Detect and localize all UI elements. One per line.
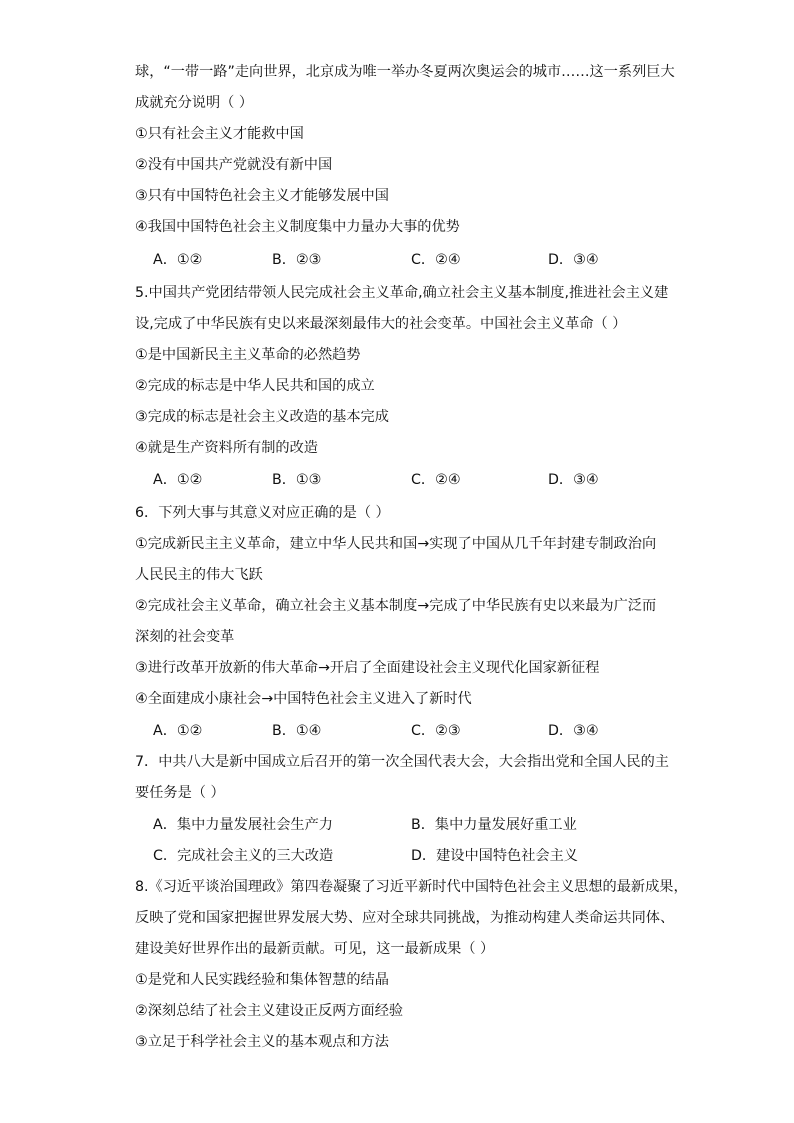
q8-statement-3: ③立足于科学社会主义的基本观点和方法 xyxy=(135,1034,389,1050)
q8-stem-line-2: 反映了党和国家把握世界发展大势、应对全球共同挑战，为推动构建人类命运共同体、 xyxy=(135,910,675,926)
q4-statement-4: ④我国中国特色社会主义制度集中力量办大事的优势 xyxy=(135,219,460,235)
q4-option-b[interactable]: B．②③ xyxy=(272,252,322,268)
q4-statement-2: ②没有中国共产党就没有新中国 xyxy=(135,157,333,173)
q4-statement-1: ①只有社会主义才能救中国 xyxy=(135,126,304,142)
q5-stem-line-1: 5.中国共产党团结带领人民完成社会主义革命,确立社会主义基本制度,推进社会主义建 xyxy=(135,285,669,301)
q6-statement-4: ④全面建成小康社会→中国特色社会主义进入了新时代 xyxy=(135,691,472,707)
q6-option-c[interactable]: C．②③ xyxy=(411,723,461,739)
q6-stem-line-1: 6．下列大事与其意义对应正确的是（ ） xyxy=(135,505,390,521)
q6-statement-1a: ①完成新民主主义革命，建立中华人民共和国→实现了中国从几千年封建专制政治向 xyxy=(135,536,657,552)
q5-statement-4: ④就是生产资料所有制的改造 xyxy=(135,440,318,456)
q7-stem-line-2: 要任务是（ ） xyxy=(135,785,225,801)
q5-option-c[interactable]: C．②④ xyxy=(411,472,461,488)
q6-statement-3: ③进行改革开放新的伟大革命→开启了全面建设社会主义现代化国家新征程 xyxy=(135,660,600,676)
q6-option-d[interactable]: D．③④ xyxy=(548,723,599,739)
q4-stem-line-1: 球，“一带一路”走向世界，北京成为唯一举办冬夏两次奥运会的城市……这一系列巨大 xyxy=(135,64,675,80)
q5-statement-2: ②完成的标志是中华人民共和国的成立 xyxy=(135,378,375,394)
q7-option-d[interactable]: D．建设中国特色社会主义 xyxy=(411,848,578,864)
q7-option-b[interactable]: B．集中力量发展好重工业 xyxy=(411,817,577,833)
q6-statement-2a: ②完成社会主义革命，确立社会主义基本制度→完成了中华民族有史以来最为广泛而 xyxy=(135,598,657,614)
q6-statement-1b: 人民民主的伟大飞跃 xyxy=(135,567,263,583)
q8-statement-1: ①是党和人民实践经验和集体智慧的结晶 xyxy=(135,972,389,988)
q6-option-b[interactable]: B．①④ xyxy=(272,723,322,739)
q4-option-d[interactable]: D．③④ xyxy=(548,252,599,268)
q4-option-a[interactable]: A．①② xyxy=(153,252,203,268)
q7-option-a[interactable]: A．集中力量发展社会生产力 xyxy=(153,817,333,833)
q5-stem-line-2: 设,完成了中华民族有史以来最深刻最伟大的社会变革。中国社会主义革命（ ） xyxy=(135,316,627,332)
q5-statement-3: ③完成的标志是社会主义改造的基本完成 xyxy=(135,409,389,425)
q6-statement-2b: 深刻的社会变革 xyxy=(135,629,235,645)
q4-statement-3: ③只有中国特色社会主义才能够发展中国 xyxy=(135,188,389,204)
q6-option-a[interactable]: A．①② xyxy=(153,723,203,739)
q5-option-a[interactable]: A．①② xyxy=(153,472,203,488)
q7-stem-line-1: 7．中共八大是新中国成立后召开的第一次全国代表大会，大会指出党和全国人民的主 xyxy=(135,754,669,770)
q4-stem-line-2: 成就充分说明（ ） xyxy=(135,95,254,111)
q5-option-d[interactable]: D．③④ xyxy=(548,472,599,488)
q8-statement-2: ②深刻总结了社会主义建设正反两方面经验 xyxy=(135,1003,404,1019)
q4-option-c[interactable]: C．②④ xyxy=(411,252,461,268)
q8-stem-line-3: 建设美好世界作出的最新贡献。可见，这一最新成果（ ） xyxy=(135,941,495,957)
q7-option-c[interactable]: C．完成社会主义的三大改造 xyxy=(153,848,334,864)
q5-option-b[interactable]: B．①③ xyxy=(272,472,322,488)
q5-statement-1: ①是中国新民主主义革命的必然趋势 xyxy=(135,347,361,363)
q8-stem-line-1: 8.《习近平谈治国理政》第四卷凝聚了习近平新时代中国特色社会主义思想的最新成果， xyxy=(135,879,688,895)
